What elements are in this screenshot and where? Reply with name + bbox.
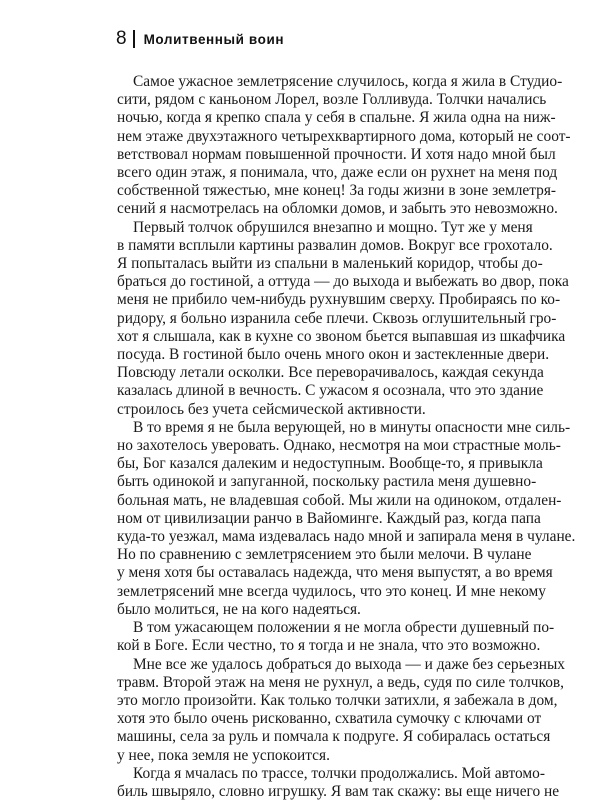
text-line: хот я слышала, как в кухне со звоном бьется выпавшая из шкафчика bbox=[117, 327, 566, 345]
text-line: браться до гостиной, а оттуда — до выхода и выбежать во двор, пока bbox=[117, 273, 569, 291]
text-line: у нее, пока земля не успокоится. bbox=[117, 746, 330, 764]
text-line: это могло произойти. Как только толчки затихли, я забежала в дом, bbox=[117, 691, 558, 709]
text-line: Самое ужасное землетрясение случилось, когда я жила в Студио- bbox=[133, 73, 563, 90]
text-line: больная мать, не владевшая собой. Мы жили на одиноком, отдален- bbox=[117, 491, 562, 509]
text-line: было молиться, не на кого надеяться. bbox=[117, 600, 361, 618]
text-line: хотя это было очень рискованно, схватила сумочку с ключами от bbox=[117, 710, 542, 728]
text-line: кой в Боге. Если честно, то я тогда и не знала, что это возможно. bbox=[117, 637, 541, 655]
text-line: ридору, я больно изранила себе плечи. Сквозь оглушительный гро- bbox=[117, 309, 557, 327]
paragraph bbox=[117, 73, 571, 219]
text-line: меня не прибило чем-нибудь рухнувшим сверху. Пробираясь по ко- bbox=[117, 291, 561, 309]
text-line: собственной тяжестью, мне конец! За годы жизни в зоне землетря- bbox=[117, 182, 557, 200]
paragraph bbox=[117, 655, 566, 765]
text-line: ном от цивилизации ранчо в Вайоминге. Каждый раз, когда папа bbox=[117, 509, 541, 527]
text-line: Первый толчок обрушился внезапно и мощно. Тут же у меня bbox=[133, 218, 533, 236]
text-line: Но по сравнению с землетрясением это были мелочи. В чулане bbox=[117, 546, 532, 564]
text-line: у меня хотя бы оставалась надежда, что меня выпустят, а во время bbox=[117, 564, 553, 582]
text-line: ночью, когда я крепко спала у себя в спальне. Я жила одна на ниж- bbox=[117, 109, 556, 127]
text-line: травм. Второй этаж на меня не рухнул, а ведь, судя по силе толчков, bbox=[117, 673, 565, 691]
text-line: В том ужасающем положении я не могла обрести душевный по- bbox=[133, 619, 555, 637]
text-line: в памяти всплыли картины развалин домов. Вокруг все грохотало. bbox=[117, 236, 553, 254]
page-number: 8 bbox=[116, 28, 127, 49]
text-line: казалась длиной в вечность. С ужасом я осознала, что это здание bbox=[117, 382, 544, 400]
text-line: нем этаже двухэтажного четырехквартирного дома, который не соот- bbox=[117, 127, 571, 145]
text-line: биль швыряло, словно игрушку. Я вам так скажу: вы еще ничего не bbox=[117, 782, 560, 800]
running-title: Молитвенный воин bbox=[143, 31, 285, 47]
text-line: но захотелось уверовать. Однако, несмотря на мои страстные моль- bbox=[117, 437, 561, 455]
text-line: быть одинокой и запуганной, поскольку растила меня душевно- bbox=[117, 473, 537, 491]
text-line: бы, Бог казался далеким и недоступным. Вообще-то, я привыкла bbox=[117, 455, 543, 473]
text-line: сений я насмотрелась на обломки домов, и забыть это невозможно. bbox=[117, 200, 558, 218]
paragraph bbox=[117, 619, 555, 655]
text-line: всего один этаж, я понимала, что, даже если он рухнет на меня под bbox=[117, 164, 558, 182]
text-line: землетрясений мне всегда чудилось, что это конец. И мне некому bbox=[117, 582, 546, 600]
paragraph bbox=[117, 418, 576, 619]
body-text bbox=[117, 73, 576, 801]
text-line: Мне все же удалось добраться до выхода — и даже без серьезных bbox=[133, 655, 566, 673]
paragraph bbox=[117, 218, 569, 419]
text-line: посуда. В гостиной было очень много окон и застекленные двери. bbox=[117, 346, 550, 364]
text-line: Повсюду летали осколки. Все переворачивалось, каждая секунда bbox=[117, 364, 544, 382]
text-line: ветствовал нормам повышенной прочности. И хотя надо мной был bbox=[117, 145, 556, 163]
running-header bbox=[116, 28, 284, 50]
header-separator bbox=[133, 30, 135, 48]
text-line: куда-то уезжал, мама издевалась надо мной и запирала меня в чулане. bbox=[117, 528, 576, 546]
text-line: Когда я мчалась по трассе, толчки продолжались. Мой автомо- bbox=[133, 764, 545, 782]
text-line: В то время я не была верующей, но в минуты опасности мне силь- bbox=[133, 418, 571, 436]
text-line: Я попыталась выйти из спальни в маленький коридор, чтобы до- bbox=[117, 255, 543, 273]
text-line: машины, села за руль и помчала к подруге. Я собиралась остаться bbox=[117, 728, 551, 746]
text-line: сити, рядом с каньоном Лорел, возле Голливуда. Толчки начались bbox=[117, 91, 547, 109]
text-line: строилось без учета сейсмической активности. bbox=[117, 400, 426, 418]
paragraph bbox=[117, 764, 560, 801]
